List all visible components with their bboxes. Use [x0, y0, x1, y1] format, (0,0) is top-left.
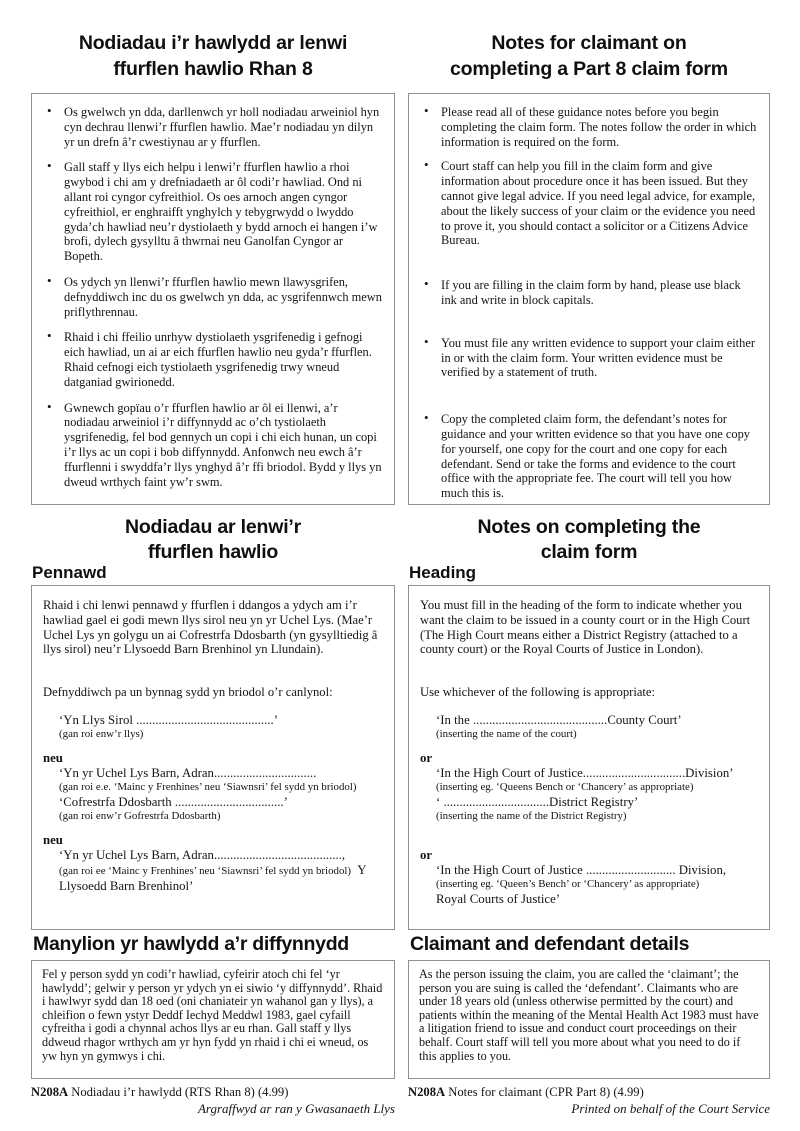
bullet-item: • If you are filling in the claim form by hand, please use black ink and write in block capitals.	[419, 278, 758, 308]
option-note: (gan roi ee ‘Mainc y Frenhines’ neu ‘Siawnsri’ fel sydd yn briodol)	[59, 865, 352, 878]
bullet-item: • Rhaid i chi ffeilio unrhyw dystiolaeth ysgrifenedig i gefnogi eich hawliad, un ai ar eich ffurflen hawlio neu gyda’r ffurflen. Rhaid cefnogi eich tystiolaeth ysgrifenedig trwy wneud datganiad gwirionedd.	[42, 330, 383, 389]
court-name-option: ‘Cofrestrfa Ddosbarth ..................................’	[59, 794, 288, 809]
english-section2-title-line2: claim form	[540, 541, 638, 563]
welsh-intro-notes-box	[31, 93, 395, 505]
english-details-paragraph: As the person issuing the claim, you are called the ‘claimant’; the person you are suing is called the ‘defendant’. Claimants who are under 18 years old (unless otherwise permitted by the court) and patients within the meaning of the Mental Health Act 1983 must have a litigation friend to issue and conduct court proceedings on their behalf. Court staff will tell you more about what you need to do if this applies to you.	[419, 967, 759, 1063]
welsh-footer	[31, 1085, 395, 1116]
form-code: N208A	[31, 1085, 69, 1099]
welsh-details-box	[31, 960, 395, 1079]
form-number-text: Notes for claimant (CPR Part 8) (4.99)	[445, 1085, 644, 1099]
option-tail: Royal Courts of Justice’	[436, 891, 561, 906]
english-intro-notes-box	[408, 93, 770, 505]
welsh-intro-bullet-list	[42, 105, 383, 489]
bullet-item: • Please read all of these guidance notes before you begin completing the claim form. The notes follow the order in which information is required on the form.	[419, 105, 758, 149]
option-tail: Y Llysoedd Barn Brenhinol’	[59, 863, 366, 893]
bullet-item: • Os ydych yn llenwi’r ffurflen hawlio mewn llawysgrifen, defnyddiwch inc du os gwelwch yn dda, ac ysgrifennwch mewn priflythrennau.	[42, 275, 383, 319]
english-section2-header	[408, 511, 770, 585]
welsh-details-paragraph: Fel y person sydd yn codi’r hawliad, cyfeirir atoch chi fel ‘yr hawlydd’; gelwir y person yr ydych yn ei siwio ‘y diffynnydd’. Rhaid i hawlwyr sydd dan 18 oed (oni chaniateir yn wahanol gan y llys), a chleifion o fewn ystyr Deddf Iechyd Meddwl 1983, gael cyfaill cyfreitha i godi a chynnal achos llys ar eu rhan. Gall staff y llys ddweud rhagor wrthych am yr hyn fydd yn rhaid i chi ei wneud, os yw hyn yn gymwys i chi.	[42, 967, 383, 1063]
english-heading-paragraph: You must fill in the heading of the form to indicate whether you want the claim to be issued in a county court or in the High Court (The High Court means either a District Registry (attached to a county court) or the Royal Courts of Justice in London).	[420, 598, 751, 657]
court-name-option: ‘Yn yr Uchel Lys Barn, Adran........................................,	[59, 847, 346, 862]
welsh-main-title-line1: Nodiadau i’r hawlydd ar lenwi	[78, 32, 348, 54]
welsh-heading-paragraph: Rhaid i chi lenwi pennawd y ffurflen i ddangos a ydych am i’r hawliad gael ei godi mewn llys sirol neu yn yr Uchel Lys. (Mae’r Uchel Lys yn golygu un ai Cofrestrfa Ddosbarth (yn gysylltiedig â llys sirol) neu’r Llysoedd Barn Brenhinol yn Llundain).	[43, 598, 378, 657]
court-name-option: ‘In the ..........................................County Court’	[436, 712, 682, 727]
english-details-box	[408, 960, 770, 1079]
option-note: (gan roi enw’r Gofrestrfa Ddosbarth)	[59, 810, 221, 823]
welsh-column	[31, 30, 395, 1116]
welsh-main-title	[31, 30, 395, 86]
english-heading-notes-box	[408, 585, 770, 930]
english-column	[408, 30, 770, 1116]
welsh-section2-title	[31, 511, 395, 565]
conjunction: or	[420, 750, 433, 765]
bullet-item: • Os gwelwch yn dda, darllenwch yr holl nodiadau arweiniol hyn cyn dechrau llenwi’r ffurflen hawlio. Mae’r nodiadau yn dilyn yr un drefn â’r cwestiynau ar y ffurflen.	[42, 105, 383, 149]
bullet-item: • Gall staff y llys eich helpu i lenwi’r ffurflen hawlio a rhoi gwybod i chi am y drefniadaeth ar ôl codi’r hawliad. Ond ni allant roi cyngor cyfreithiol. Os oes arnoch angen cyngor cyfreithiol, er enghraifft ynghylch y tebygrwydd o lwyddo gyda’ch hawliad neu’r dystiolaeth y bydd arnoch ei hangen i’w brofi, dylech gysylltu â thwrnai neu Ganolfan Cyngor ar Bopeth.	[42, 160, 383, 264]
english-heading-label: Heading	[409, 563, 477, 582]
bullet-item: • Copy the completed claim form, the defendant’s notes for guidance and your written evidence so that you have one copy for yourself, one copy for the court and one copy for each defendant. Send or take the forms and evidence to the court office with the appropriate fee. The court will tell you how much this is.	[419, 412, 758, 501]
english-main-title	[408, 30, 770, 86]
court-name-option	[59, 863, 383, 893]
option-note: (inserting the name of the court)	[436, 728, 577, 741]
welsh-heading-label: Pennawd	[32, 563, 107, 582]
footer-credit: Printed on behalf of the Court Service	[571, 1101, 770, 1116]
welsh-details-heading: Manylion yr hawlydd a’r diffynnydd	[33, 933, 349, 955]
form-number	[31, 1085, 395, 1100]
footer-credit: Argraffwyd ar ran y Gwasanaeth Llys	[197, 1101, 395, 1116]
welsh-section2-title-line2: ffurflen hawlio	[147, 541, 279, 563]
conjunction: neu	[43, 832, 63, 847]
court-name-option: ‘In the High Court of Justice ............................ Division,	[436, 862, 727, 877]
conjunction: or	[420, 847, 433, 862]
conjunction: neu	[43, 750, 63, 765]
court-name-option: ‘Yn yr Uchel Lys Barn, Adran................................	[59, 765, 317, 780]
court-name-option: ‘ .................................District Registry’	[436, 794, 639, 809]
option-note: (inserting eg. ‘Queen’s Bench’ or ‘Chancery’ as appropriate)	[436, 878, 700, 891]
english-footer	[408, 1085, 770, 1116]
bullet-item: • Gwnewch gopïau o’r ffurflen hawlio ar ôl ei llenwi, a’r nodiadau arweiniol i’r diffynnydd ac o’ch tystiolaeth ysgrifenedig, fel bod gennych un copi i chi eich hunan, un copi i’r llys ac un copi i bob diffynnydd. Anfonwch neu ewch â’r ffurflenni i swyddfa’r llys ynghyd â’r ffi briodol. Bydd y llys yn dweud wrthych faint yw’r swm.	[42, 401, 383, 490]
option-note: (inserting eg. ‘Queens Bench or ‘Chancery’ as appropriate)	[436, 781, 694, 794]
bullet-item: • Court staff can help you fill in the claim form and give information about procedure once it has been issued. But they cannot give legal advice. If you need legal advice, for example, about the likely success of your claim or the evidence you need to prove it, you should contact a solicitor or a Citizens Advice Bureau.	[419, 159, 758, 248]
english-main-title-line2: completing a Part 8 claim form	[450, 58, 728, 80]
english-section2-title	[408, 511, 770, 565]
welsh-section2-header	[31, 511, 395, 585]
form-number	[408, 1085, 770, 1100]
court-name-option: ‘In the High Court of Justice................................Division’	[436, 765, 734, 780]
welsh-options-intro: Defnyddiwch pa un bynnag sydd yn briodol o’r canlynol:	[43, 685, 333, 700]
form-number-text: Nodiadau i’r hawlydd (RTS Rhan 8) (4.99)	[68, 1085, 289, 1099]
option-note: (gan roi e.e. ‘Mainc y Frenhines’ neu ‘Siawnsri’ fel sydd yn briodol)	[59, 781, 357, 794]
english-options-intro: Use whichever of the following is appropriate:	[420, 685, 656, 700]
english-section2-title-line1: Notes on completing the	[477, 516, 701, 538]
form-code: N208A	[408, 1085, 446, 1099]
english-intro-bullet-list	[419, 105, 758, 501]
welsh-main-title-line2: ffurflen hawlio Rhan 8	[113, 58, 313, 80]
english-details-heading: Claimant and defendant details	[410, 933, 690, 955]
welsh-section2-title-line1: Nodiadau ar lenwi’r	[124, 516, 302, 538]
welsh-heading-notes-box	[31, 585, 395, 930]
bullet-item: • You must file any written evidence to support your claim either in or with the claim form. Your written evidence must be verified by a statement of truth.	[419, 336, 758, 380]
option-note: (gan roi enw’r llys)	[59, 728, 144, 741]
court-name-option: ‘Yn Llys Sirol ...........................................’	[59, 712, 278, 727]
option-note: (inserting the name of the District Registry)	[436, 810, 627, 823]
english-main-title-line1: Notes for claimant on	[491, 32, 687, 54]
